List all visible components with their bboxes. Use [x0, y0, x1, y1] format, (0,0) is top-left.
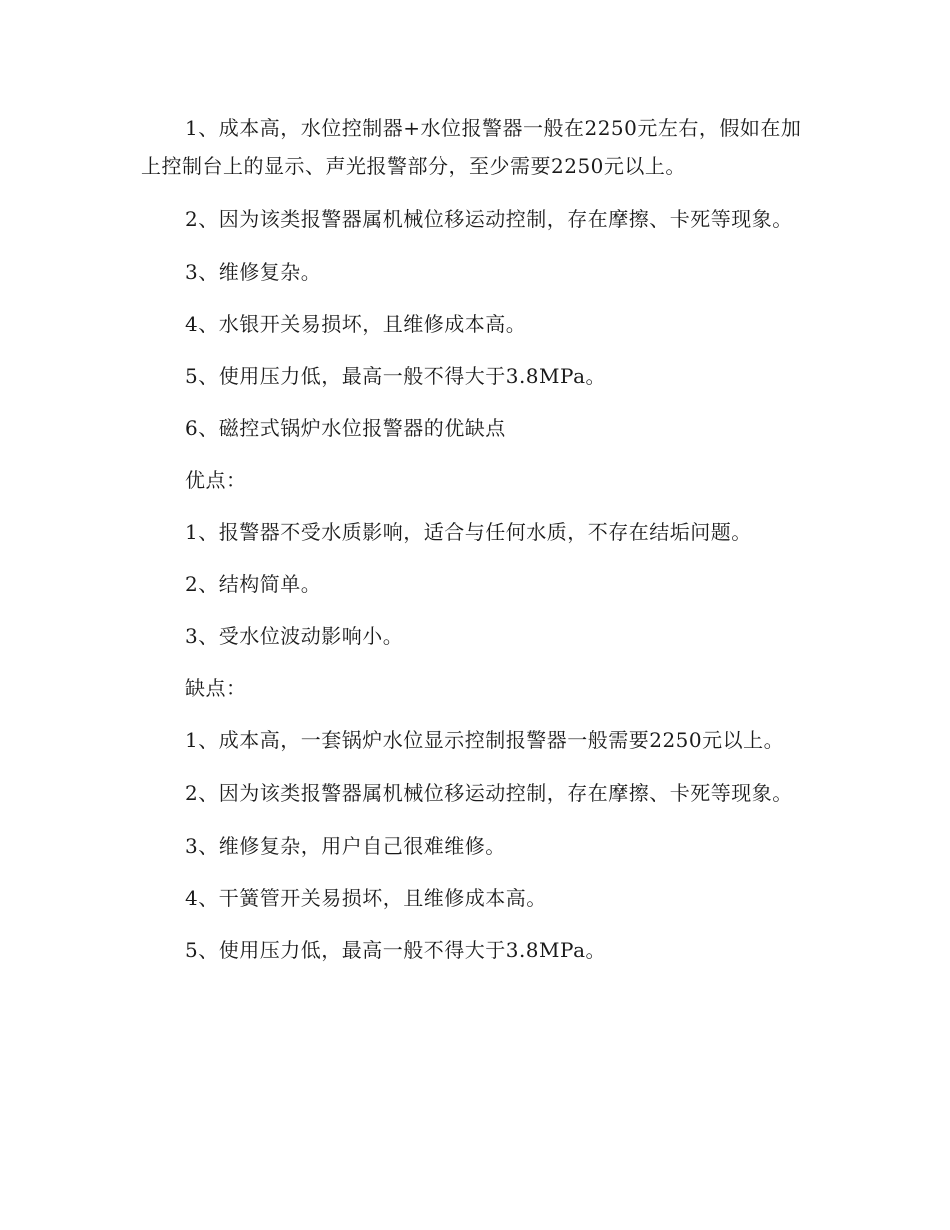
paragraph-reed-switch: 4、干簧管开关易损坏，且维修成本高。 [185, 886, 547, 910]
subheading-disadvantages: 缺点： [185, 676, 247, 700]
paragraph-repair-difficult: 3、维修复杂，用户自己很难维修。 [185, 834, 506, 858]
subheading-advantages: 优点： [185, 468, 247, 492]
paragraph-low-pressure-2: 5、使用压力低，最高一般不得大于3.8MPa。 [185, 938, 606, 962]
paragraph-water-quality: 1、报警器不受水质影响，适合与任何水质，不存在结垢问题。 [185, 520, 752, 544]
paragraph-mechanical-friction: 2、因为该类报警器属机械位移运动控制，存在摩擦、卡死等现象。 [185, 207, 793, 231]
document-body [141, 109, 811, 983]
paragraph-cost-high-2: 1、成本高，一套锅炉水位显示控制报警器一般需要2250元以上。 [185, 728, 785, 752]
paragraph-repair-complex: 3、维修复杂。 [185, 260, 322, 284]
paragraph-cost-high: 1、成本高，水位控制器+水位报警器一般在2250元左右，假如在加上控制台上的显示、声光报警部分，至少需要2250元以上。 [141, 116, 802, 178]
paragraph-low-pressure: 5、使用压力低，最高一般不得大于3.8MPa。 [185, 364, 606, 388]
paragraph-fluctuation: 3、受水位波动影响小。 [185, 624, 404, 648]
section-heading-magnetic-alarm: 6、磁控式锅炉水位报警器的优缺点 [185, 416, 506, 440]
paragraph-mechanical-friction-2: 2、因为该类报警器属机械位移运动控制，存在摩擦、卡死等现象。 [185, 781, 793, 805]
paragraph-simple-structure: 2、结构简单。 [185, 572, 322, 596]
paragraph-mercury-switch: 4、水银开关易损坏，且维修成本高。 [185, 312, 527, 336]
